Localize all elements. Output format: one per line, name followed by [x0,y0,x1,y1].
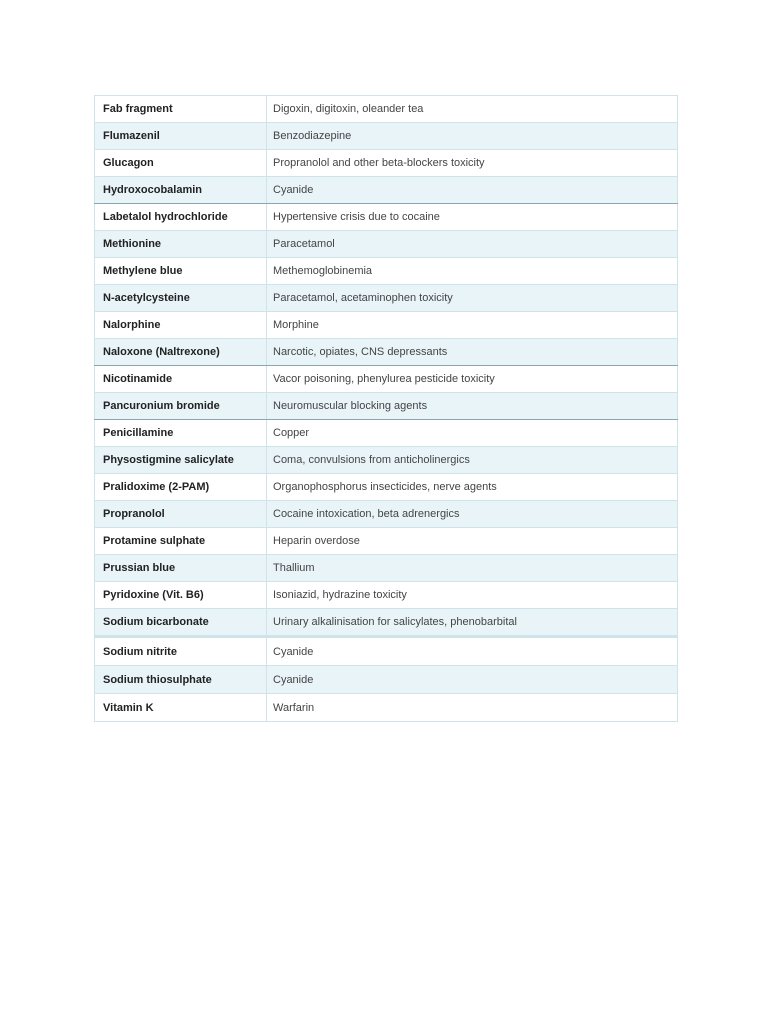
table-row [95,231,678,258]
table-row [95,393,678,420]
table-row [95,420,678,447]
table-row [95,582,678,609]
table-row [95,312,678,339]
indication-cell: Benzodiazepine [267,123,678,150]
indication-cell: Propranolol and other beta-blockers toxicity [267,150,678,177]
antidote-cell: Flumazenil [95,123,267,150]
indication-cell: Narcotic, opiates, CNS depressants [267,339,678,366]
table-row [95,339,678,366]
indication-cell: Paracetamol, acetaminophen toxicity [267,285,678,312]
indication-cell: Paracetamol [267,231,678,258]
indication-cell: Cyanide [267,177,678,204]
indication-cell: Morphine [267,312,678,339]
antidote-table-container [94,95,677,722]
table-row [95,501,678,528]
indication-cell: Urinary alkalinisation for salicylates, phenobarbital [267,609,678,637]
indication-cell: Copper [267,420,678,447]
antidote-cell: Methylene blue [95,258,267,285]
antidote-cell: Glucagon [95,150,267,177]
antidote-cell: Sodium thiosulphate [95,666,267,694]
antidote-cell: Sodium bicarbonate [95,609,267,637]
antidote-cell: Physostigmine salicylate [95,447,267,474]
table-row [95,177,678,204]
indication-cell: Methemoglobinemia [267,258,678,285]
antidote-cell: Methionine [95,231,267,258]
antidote-cell: N-acetylcysteine [95,285,267,312]
antidote-cell: Pralidoxime (2-PAM) [95,474,267,501]
antidote-cell: Prussian blue [95,555,267,582]
antidote-cell: Penicillamine [95,420,267,447]
antidote-cell: Propranolol [95,501,267,528]
table-row [95,447,678,474]
table-row [95,285,678,312]
indication-cell: Coma, convulsions from anticholinergics [267,447,678,474]
table-row [95,204,678,231]
antidote-cell: Pancuronium bromide [95,393,267,420]
table-row [95,366,678,393]
table-row [95,96,678,123]
table-row [95,609,678,637]
antidote-cell: Protamine sulphate [95,528,267,555]
antidote-cell: Nalorphine [95,312,267,339]
indication-cell: Isoniazid, hydrazine toxicity [267,582,678,609]
indication-cell: Neuromuscular blocking agents [267,393,678,420]
indication-cell: Organophosphorus insecticides, nerve agents [267,474,678,501]
indication-cell: Warfarin [267,694,678,722]
antidote-cell: Sodium nitrite [95,637,267,666]
antidote-cell: Nicotinamide [95,366,267,393]
table-row [95,666,678,694]
table-row [95,258,678,285]
antidote-table-body [95,96,678,722]
indication-cell: Cocaine intoxication, beta adrenergics [267,501,678,528]
antidote-cell: Labetalol hydrochloride [95,204,267,231]
indication-cell: Digoxin, digitoxin, oleander tea [267,96,678,123]
table-row [95,123,678,150]
table-row [95,528,678,555]
antidote-cell: Hydroxocobalamin [95,177,267,204]
indication-cell: Heparin overdose [267,528,678,555]
table-row [95,474,678,501]
indication-cell: Thallium [267,555,678,582]
table-row [95,555,678,582]
antidote-cell: Naloxone (Naltrexone) [95,339,267,366]
antidote-cell: Pyridoxine (Vit. B6) [95,582,267,609]
indication-cell: Cyanide [267,637,678,666]
table-row [95,150,678,177]
indication-cell: Cyanide [267,666,678,694]
antidote-cell: Vitamin K [95,694,267,722]
indication-cell: Hypertensive crisis due to cocaine [267,204,678,231]
table-row [95,694,678,722]
antidote-table [94,95,678,722]
indication-cell: Vacor poisoning, phenylurea pesticide toxicity [267,366,678,393]
antidote-cell: Fab fragment [95,96,267,123]
table-row [95,637,678,666]
